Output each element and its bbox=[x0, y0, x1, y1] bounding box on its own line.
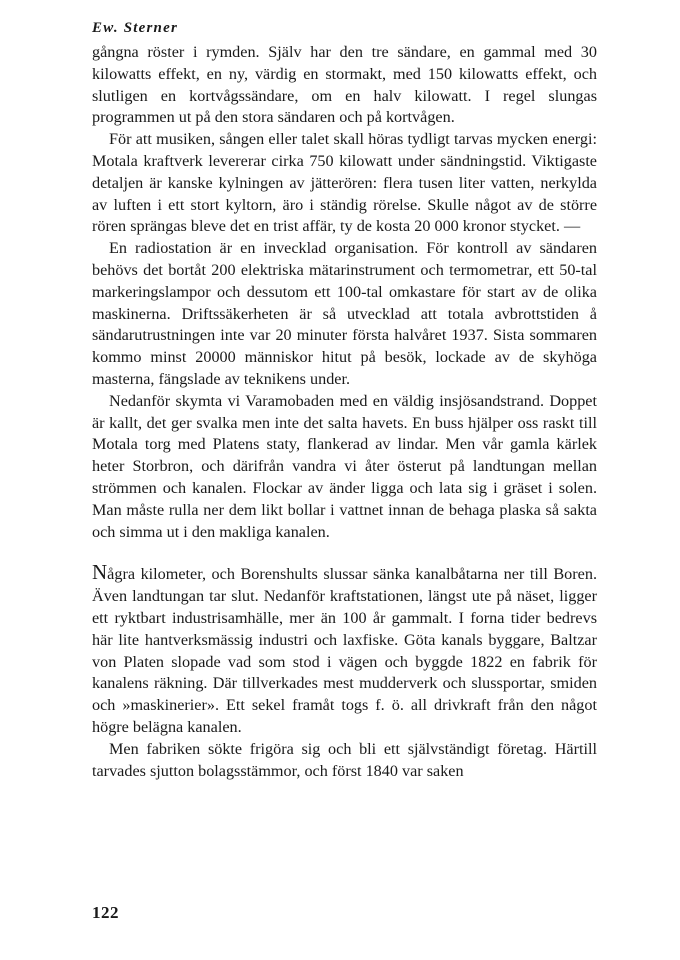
section-initial: N bbox=[92, 560, 108, 585]
running-head: Ew. Sterner bbox=[92, 20, 178, 36]
section-2-paragraph-2: Men fabriken sökte frigöra sig och bli ett självständigt företag. Härtill tarvades sjutton bolagsstämmor, och först 1840 var saken bbox=[92, 739, 597, 780]
page-body bbox=[92, 18, 597, 782]
paragraph-4: Nedanför skymta vi Varamobaden med en väldig insjösandstrand. Doppet är kallt, det ger svalka men inte det salta havets. En buss hjälper oss raskt till Motala torg med Platens staty, flankerad av lindar. Men vår gamla kärlek heter Storbron, och därifrån vandra vi åter österut på landtungan mellan strömmen och kanalen. Flockar av änder ligga och lata sig i gräset i solen. Man måste rulla ner dem likt bollar i vattnet innan de behaga plaska så sakta och simma ut i den makliga kanalen. bbox=[92, 391, 597, 541]
section-2-paragraph-1-text: ågra kilometer, och Borenshults slussar sänka kanalbåtarna ner till Boren. Även landtungan tar slut. Nedanför kraftstationen, längst ute på näset, ligger ett ryktbart industrisamhälle, mer än 100 år gammalt. I forna tider bedrevs här lite hantverksmässig industri och laxfiske. Göta kanals byggare, Baltzar von Platen slopade vad som stod i vägen och byggde 1822 en fabrik för kanalens räkning. Där tillverkades mest mudderverk och slussportar, smiden och »maskinerier». Ett sekel framåt togs f. ö. all drivkraft från den något högre belägna kanalen. bbox=[92, 565, 597, 736]
paragraph-3: En radiostation är en invecklad organisation. För kontroll av sändaren behövs det bortåt 200 elektriska mätarinstrument och termometrar, ett 50-tal markeringslampor och dessutom ett 100-tal omkastare för start av de olika maskinerna. Driftssäkerheten är så utvecklad att totala avbrottstiden å sändarutrustningen inte var 20 minuter första halvåret 1937. Sista sommaren kommo minst 20000 människor hitut på besök, lockade av de skyhöga masterna, fängslade av teknikens under. bbox=[92, 239, 597, 388]
paragraph-2: För att musiken, sången eller talet skall höras tydligt tarvas mycken energi: Motala kraftverk levererar cirka 750 kilowatt under sändningstid. Viktigaste detaljen är kanske kylningen av jätterören: flera tusen liter vatten, nerkylda av luften i ett stort kyltorn, äro i ständig rörelse. Skulle något av de större rören sprängas bleve det en trist affär, ty de kosta 20 000 kronor stycket. — bbox=[92, 130, 597, 236]
section-2-paragraph-1 bbox=[92, 560, 597, 738]
page-number: 122 bbox=[92, 903, 119, 922]
paragraph-1: gångna röster i rymden. Själv har den tre sändare, en gammal med 30 kilowatts effekt, en ny, värdig en stormakt, med 150 kilowatts effekt, och slutligen en kortvågssändare, om en halv kilowatt. I regel slungas programmen ut på den stora sändaren och på kortvågen. bbox=[92, 43, 597, 127]
section-break bbox=[92, 543, 597, 564]
